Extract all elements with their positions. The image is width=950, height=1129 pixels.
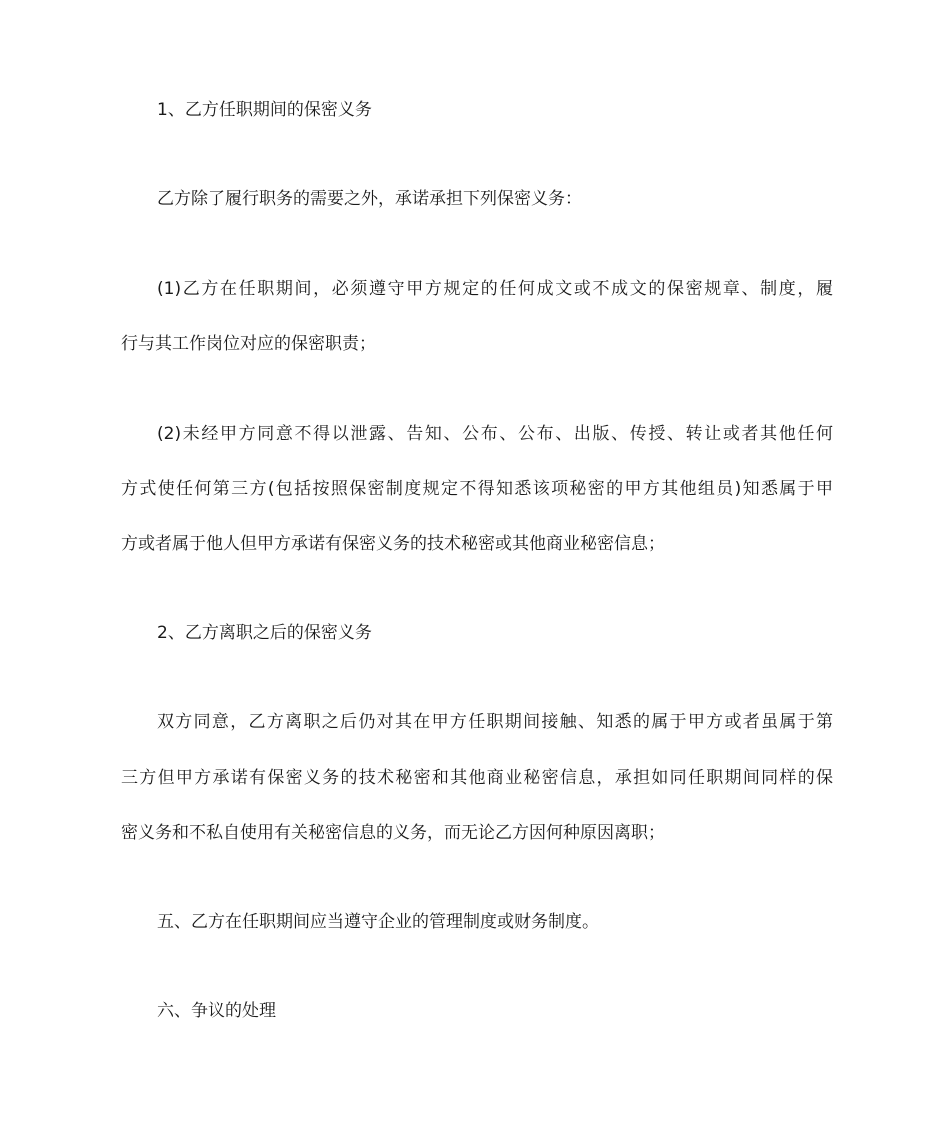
paragraph-item-2-line-2: 方式使任何第三方(包括按照保密制度规定不得知悉该项秘密的甲方其他组员)知悉属于甲 — [121, 479, 833, 499]
section-heading-confidentiality-during-employment: 1、乙方任职期间的保密义务 — [157, 100, 372, 120]
paragraph-item-1-line-2: 行与其工作岗位对应的保密职责； — [121, 334, 376, 354]
paragraph-item-2-line-3: 方或者属于他人但甲方承诺有保密义务的技术秘密或其他商业秘密信息； — [121, 534, 665, 554]
paragraph-after-resignation-line-1: 双方同意，乙方离职之后仍对其在甲方任职期间接触、知悉的属于甲方或者虽属于第 — [157, 712, 833, 732]
section-heading-five-management-rules: 五、乙方在任职期间应当遵守企业的管理制度或财务制度。 — [157, 912, 599, 932]
paragraph-after-resignation-line-3: 密义务和不私自使用有关秘密信息的义务，而无论乙方因何种原因离职； — [121, 823, 665, 843]
paragraph-item-1-line-1: (1)乙方在任职期间，必须遵守甲方规定的任何成文或不成文的保密规章、制度，履 — [157, 279, 833, 299]
section-heading-six-dispute-handling: 六、争议的处理 — [157, 1001, 276, 1021]
paragraph-after-resignation-line-2: 三方但甲方承诺有保密义务的技术秘密和其他商业秘密信息，承担如同任职期间同样的保 — [121, 768, 833, 788]
section-heading-confidentiality-after-resignation: 2、乙方离职之后的保密义务 — [157, 623, 372, 643]
paragraph-item-2-line-1: (2)未经甲方同意不得以泄露、告知、公布、公布、出版、传授、转让或者其他任何 — [157, 424, 833, 444]
paragraph-intro-obligations: 乙方除了履行职务的需要之外，承诺承担下列保密义务： — [157, 189, 582, 209]
